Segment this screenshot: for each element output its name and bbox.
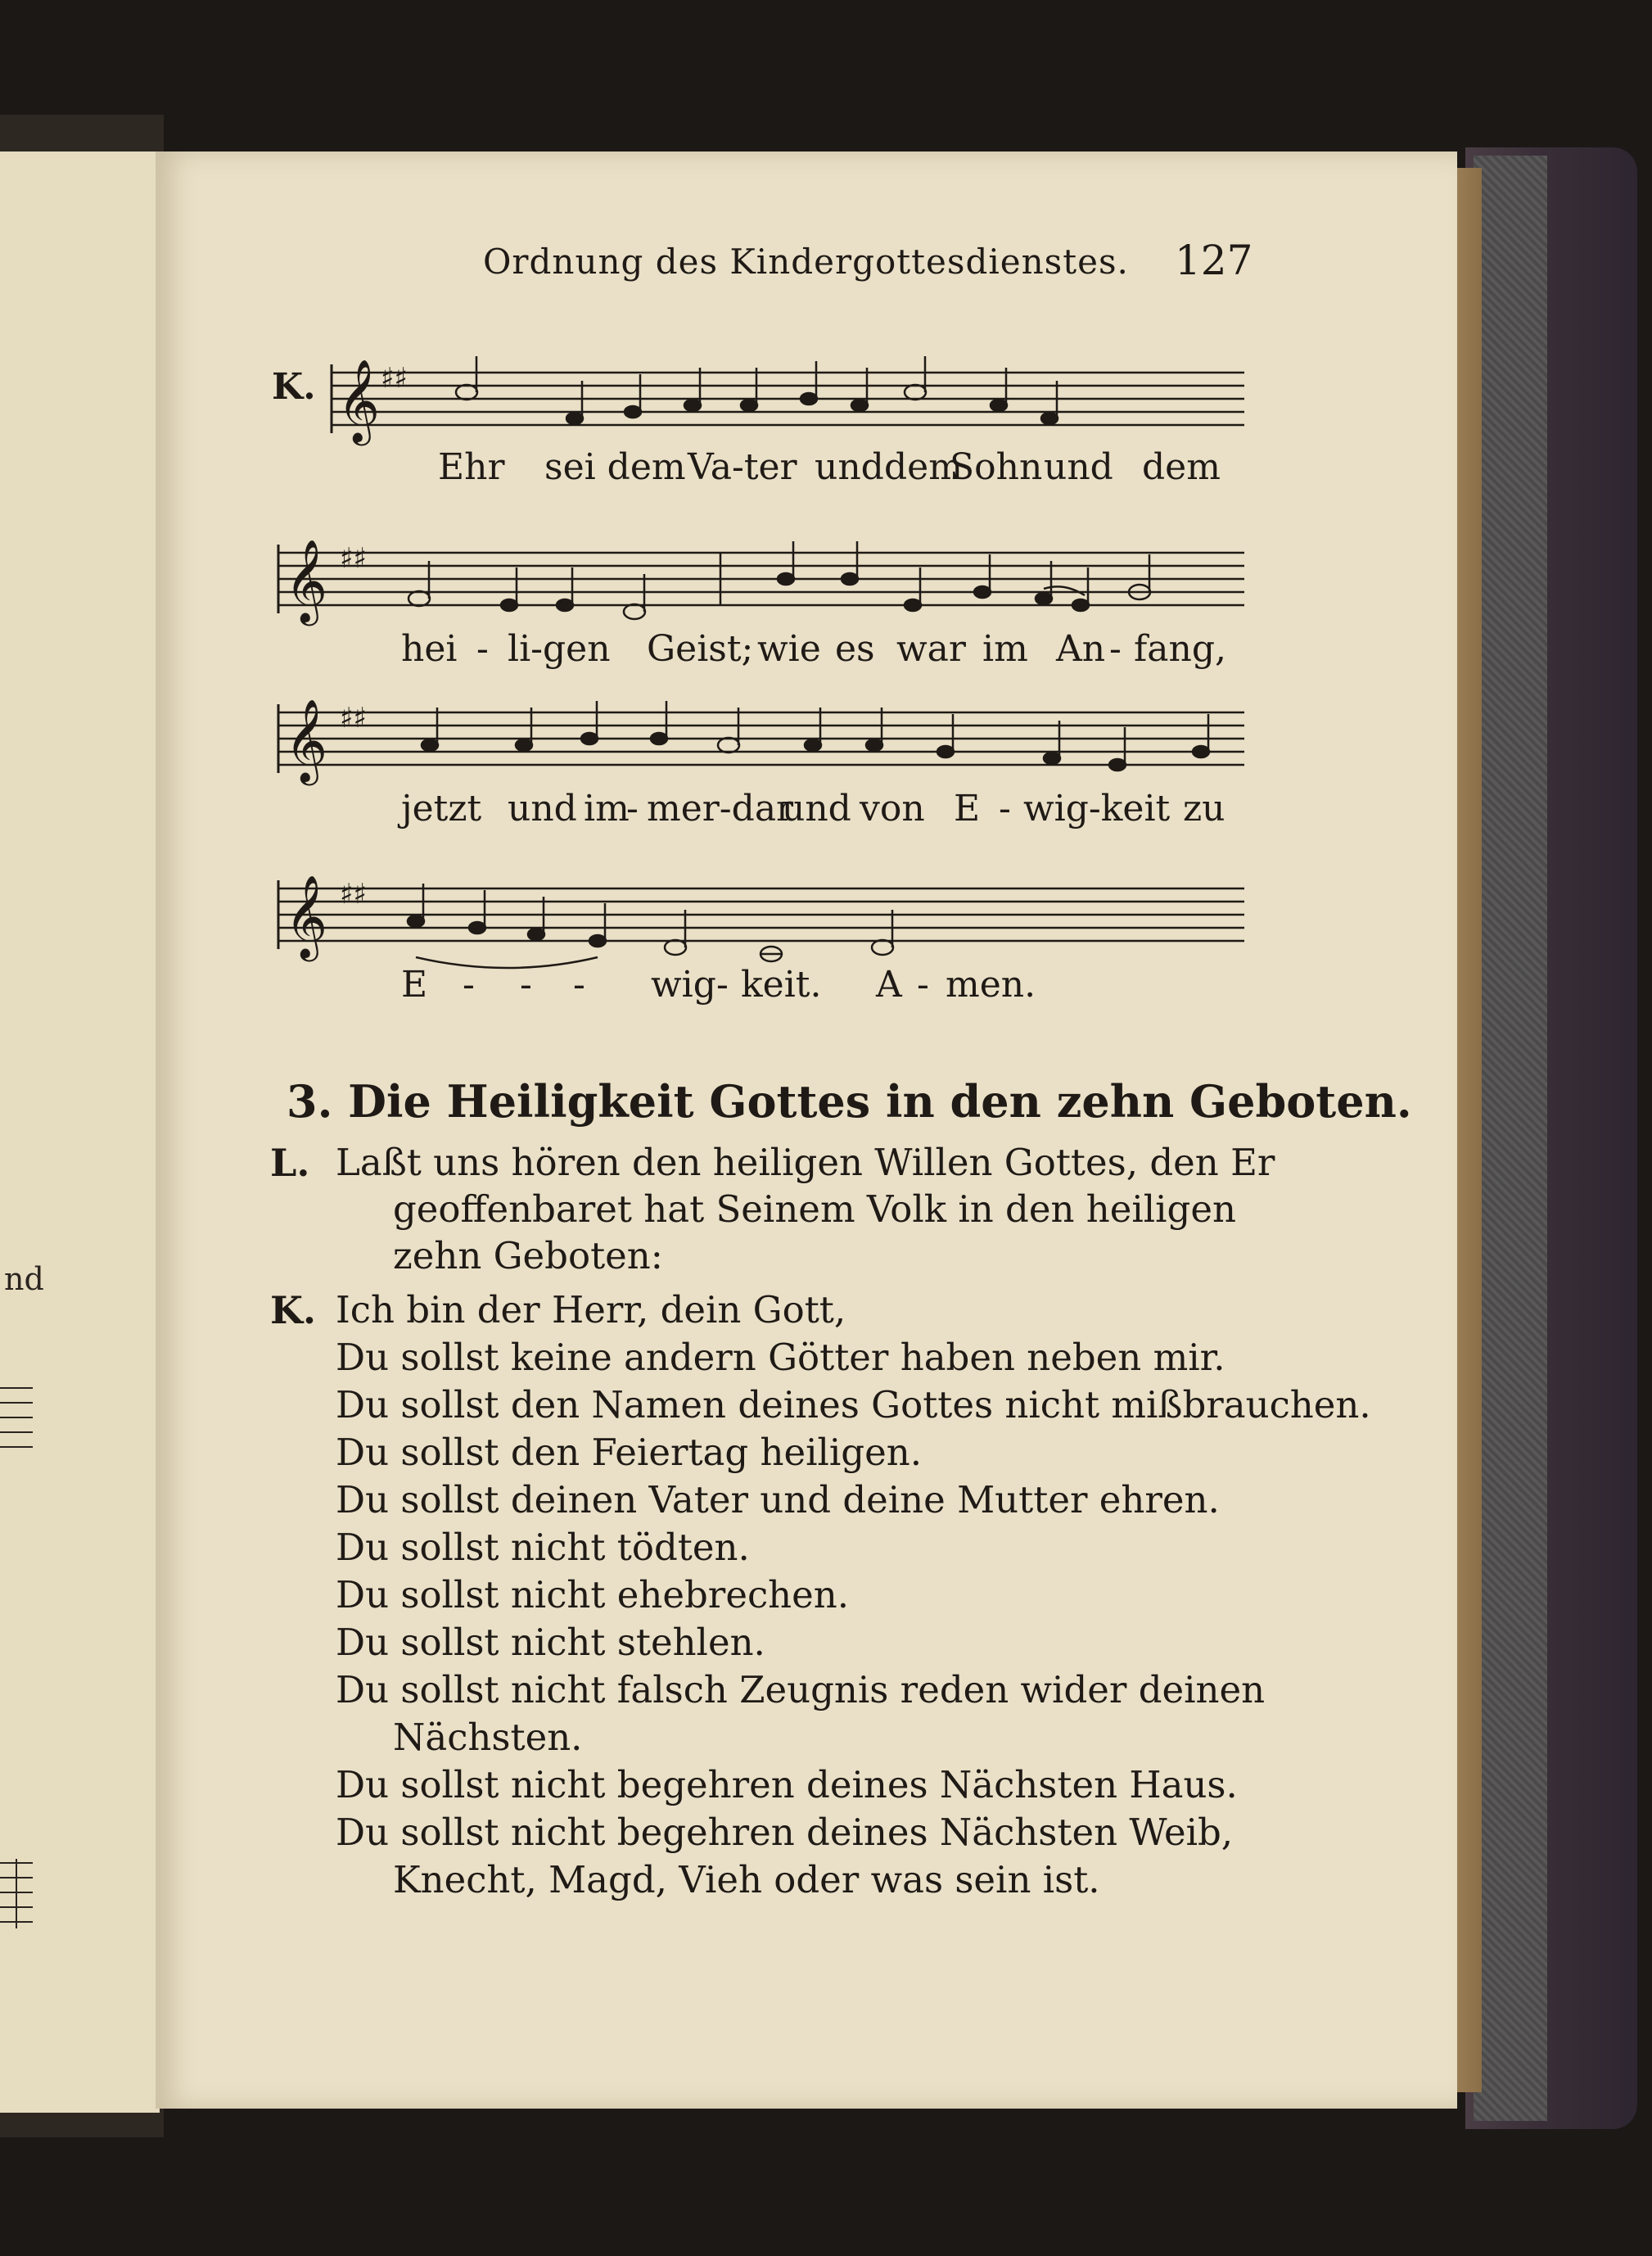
music-system-1 [156,356,1457,495]
lyric-4-dash-2: - [520,964,532,1006]
commandment-line: Ich bin der Herr, dein Gott, [336,1288,846,1331]
lyric-3-zu: zu [1183,788,1225,830]
speaker-congregation: K. [270,1288,316,1332]
lyric-3-e: E [954,788,981,830]
lyric-1-und-2: und [1044,446,1113,488]
staff-3 [156,696,1457,794]
running-header [156,237,1457,291]
commandment-line: Nächsten. [393,1716,583,1759]
lyric-1-und: und [815,446,884,488]
staff-4 [156,872,1457,970]
lyric-3-und-2: und [782,788,851,830]
book-spine-cloth [1474,156,1547,2121]
lyric-2-an: An [1056,628,1106,670]
lyric-3-im: im [584,788,630,830]
section-heading: 3. Die Heiligkeit Gottes in den zehn Geboten. [287,1075,1412,1128]
lyric-2-im: im [982,628,1028,670]
lyric-3-merdar: mer-dar [647,788,794,830]
page-number: 127 [1175,237,1253,284]
liturgist-line: geoffenbaret hat Seinem Volk in den heiligen [393,1187,1236,1231]
treble-clef-icon: 𝄞 [285,874,328,958]
lyric-2-dash-2: - [1109,628,1122,670]
lyric-4-a: A [876,964,902,1006]
lyric-2-ligen: li-gen [508,628,611,670]
key-signature-sharps: ♯♯ [381,362,408,395]
music-system-4 [156,872,1457,1011]
lyric-1-ehr: Ehr [438,446,505,488]
header-title: Ordnung des Kindergottesdienstes. [483,242,1129,282]
lyric-4-dash-1: - [463,964,475,1006]
lyric-2-hei: hei [401,628,458,670]
lyric-1-dem-2: dem [1142,446,1221,488]
staff-1 [156,356,1457,446]
lyric-2-fang: fang, [1134,628,1227,670]
lyric-2-geist: Geist; [647,628,754,670]
lyric-3-wigkeit: wig-keit [1023,788,1171,830]
lyric-1-sohn: Sohn [950,446,1043,488]
lyric-3-jetzt: jetzt [401,788,482,830]
lyric-3-und: und [508,788,577,830]
part-marker: K. [272,366,316,408]
lyric-1-sei-dem: sei dem [544,446,686,488]
lyric-2-war: war [896,628,966,670]
lyric-4-dash-5: - [917,964,929,1006]
notes-4 [408,884,893,961]
book-page [156,151,1457,2109]
slur [416,957,598,968]
music-system-3 [156,696,1457,835]
music-system-2 [156,536,1457,676]
commandment-line: Du sollst nicht tödten. [336,1526,750,1569]
treble-clef-icon: 𝄞 [337,358,381,442]
commandment-line: Du sollst den Namen deines Gottes nicht mißbrauchen. [336,1383,1371,1426]
lyric-2-dash: - [476,628,489,670]
left-page-fragment: nd [4,1261,44,1297]
lyric-4-wig: wig [651,964,716,1006]
commandment-line: Du sollst keine andern Götter haben neben mir. [336,1336,1225,1379]
lyric-3-dash-2: - [999,788,1011,830]
commandment-line: Du sollst deinen Vater und deine Mutter ehren. [336,1478,1220,1521]
commandment-line: Du sollst nicht begehren deines Nächsten Haus. [336,1763,1238,1806]
lyric-4-e: E [401,964,428,1006]
treble-clef-icon: 𝄞 [285,698,328,782]
left-page [0,151,160,2113]
liturgist-line: Laßt uns hören den heiligen Willen Gottes, den Er [336,1141,1275,1184]
commandment-line: Knecht, Magd, Vieh oder was sein ist. [393,1858,1100,1901]
left-page-staff-fragment [0,1380,37,1478]
lyric-4-men: men. [946,964,1036,1006]
treble-clef-icon: 𝄞 [285,538,328,622]
commandment-line: Du sollst den Feiertag heiligen. [336,1431,923,1474]
commandment-line: Du sollst nicht begehren deines Nächsten Weib, [336,1811,1234,1854]
lyric-4-keit: keit. [741,964,822,1006]
key-signature-sharps: ♯♯ [340,542,367,575]
key-signature-sharps: ♯♯ [340,702,367,735]
lyric-2-wie: wie [757,628,821,670]
liturgist-line: zehn Geboten: [393,1234,663,1277]
notes-1 [456,356,1058,424]
lyric-4-dash-3: - [573,964,585,1006]
lyric-1-vater: Va-ter [688,446,797,488]
commandment-line: Du sollst nicht stehlen. [336,1621,765,1664]
lyric-3-von: von [860,788,925,830]
lyric-4-dash-4: - [716,964,729,1006]
left-page-staff-fragment-2 [0,1855,37,1937]
staff-2 [156,536,1457,635]
key-signature-sharps: ♯♯ [340,878,367,911]
commandment-line: Du sollst nicht ehebrechen. [336,1573,850,1616]
lyric-1-dem: dem [884,446,963,488]
commandment-line: Du sollst nicht falsch Zeugnis reden wider deinen [336,1668,1266,1711]
lyric-2-es: es [835,628,875,670]
speaker-liturgist: L. [270,1141,310,1185]
lyric-3-dash: - [626,788,639,830]
